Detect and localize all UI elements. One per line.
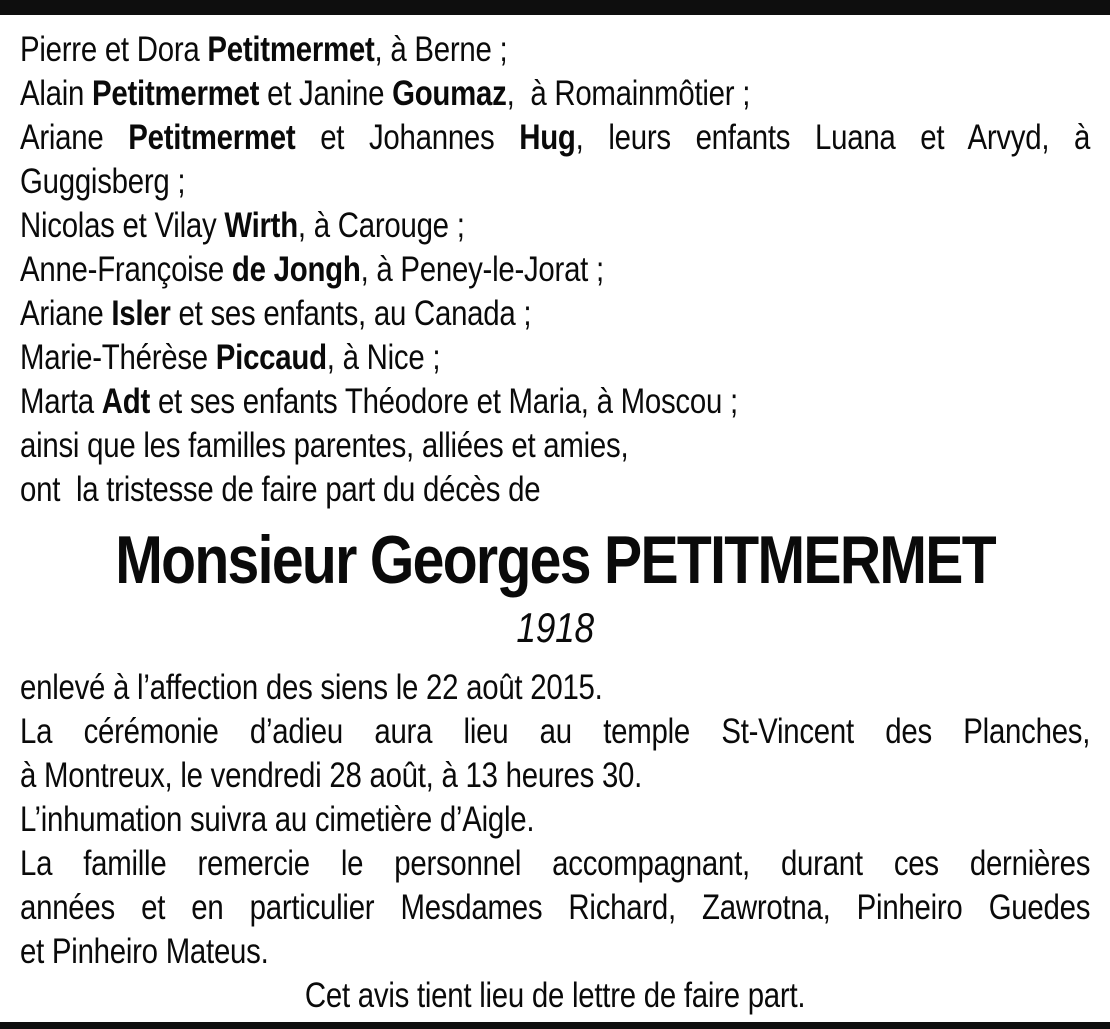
family-name-bold: de Jongh xyxy=(231,250,361,289)
family-list xyxy=(20,28,1090,512)
notice-line xyxy=(20,204,1090,248)
notice-line: Cet avis tient lieu de lettre de faire part. xyxy=(304,976,806,1015)
notice-line xyxy=(20,336,1090,380)
notice-text: , à Nice ; xyxy=(326,338,441,377)
family-name-bold: Hug xyxy=(519,118,576,157)
notice-text: , à Romainmôtier ; xyxy=(506,74,751,113)
family-name-bold: Wirth xyxy=(224,206,298,245)
notice-line xyxy=(20,380,1090,424)
notice-text: Ariane xyxy=(20,118,129,157)
notice-line xyxy=(20,160,1090,204)
notice-text: , à Carouge ; xyxy=(297,206,465,245)
notice-text: Pierre et Dora xyxy=(20,30,208,69)
notice-text: Marta xyxy=(20,382,102,421)
bottom-border-rule xyxy=(0,1022,1110,1029)
notice-text: et Johannes xyxy=(295,118,520,157)
notice-text: Guggisberg ; xyxy=(20,162,186,201)
notice-line xyxy=(20,28,1090,72)
notice-line: La cérémonie d’adieu aura lieu au temple St-Vincent des Planches, xyxy=(20,712,1091,751)
notice-content xyxy=(20,15,1090,1018)
announcement-body xyxy=(20,666,1090,1018)
family-name-bold: Petitmermet xyxy=(207,30,375,69)
notice-line xyxy=(20,248,1090,292)
notice-text: et Janine xyxy=(259,74,393,113)
notice-line xyxy=(20,116,1090,160)
notice-text: Marie-Thérèse xyxy=(20,338,216,377)
birth-year: 1918 xyxy=(516,604,594,651)
family-name-bold: Piccaud xyxy=(215,338,327,377)
notice-line xyxy=(20,292,1090,336)
notice-text: , à Berne ; xyxy=(374,30,508,69)
notice-text: , leurs enfants Luana et Arvyd, à xyxy=(575,118,1091,157)
notice-text: ainsi que les familles parentes, alliées et amies, xyxy=(20,426,629,465)
notice-text: et ses enfants, au Canada ; xyxy=(170,294,532,333)
notice-text: ont la tristesse de faire part du décès de xyxy=(20,470,541,509)
family-name-bold: Petitmermet xyxy=(128,118,296,157)
notice-line xyxy=(20,468,1090,512)
notice-text: Anne-Françoise xyxy=(20,250,232,289)
notice-line xyxy=(20,424,1090,468)
family-name-bold: Isler xyxy=(111,294,171,333)
notice-line xyxy=(20,72,1090,116)
notice-text: Ariane xyxy=(20,294,112,333)
top-border-rule xyxy=(0,0,1110,15)
notice-line: à Montreux, le vendredi 28 août, à 13 heures 30. xyxy=(20,756,643,795)
notice-text: Nicolas et Vilay xyxy=(20,206,225,245)
family-name-bold: Petitmermet xyxy=(92,74,260,113)
notice-line: et Pinheiro Mateus. xyxy=(20,932,269,971)
deceased-name-title: Monsieur Georges PETITMERMET xyxy=(115,522,995,598)
notice-text: , à Peney-le-Jorat ; xyxy=(360,250,604,289)
notice-text: et ses enfants Théodore et Maria, à Moscou ; xyxy=(150,382,738,421)
notice-line: L’inhumation suivra au cimetière d’Aigle. xyxy=(20,800,535,839)
notice-line: enlevé à l’affection des siens le 22 août 2015. xyxy=(20,668,603,707)
family-name-bold: Adt xyxy=(101,382,151,421)
family-name-bold: Goumaz xyxy=(392,74,507,113)
notice-line: années et en particulier Mesdames Richard, Zawrotna, Pinheiro Guedes xyxy=(20,888,1091,927)
notice-text: Alain xyxy=(20,74,93,113)
notice-line: La famille remercie le personnel accompagnant, durant ces dernières xyxy=(20,844,1091,883)
